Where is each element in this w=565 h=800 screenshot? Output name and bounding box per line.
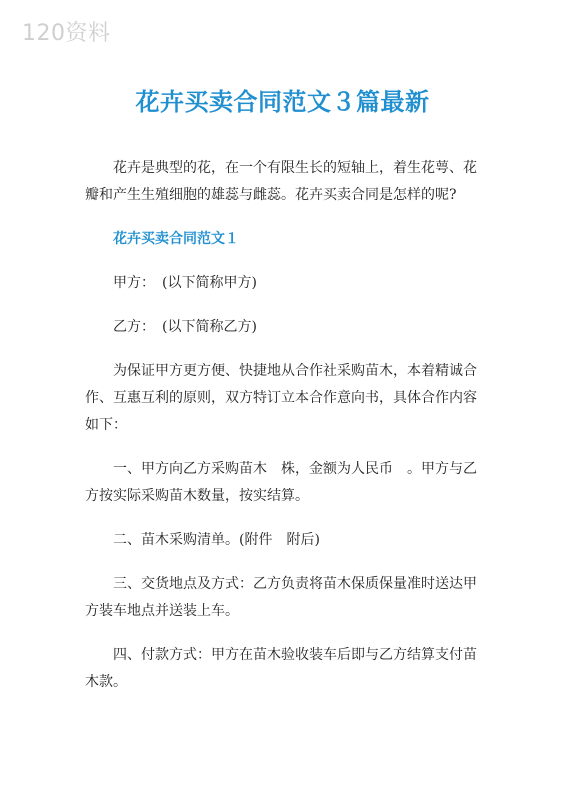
party-a-line: 甲方： (以下简称甲方) — [113, 275, 257, 291]
intro-paragraph: 花卉是典型的花，在一个有限生长的短轴上，着生花萼、花瓣和产生生殖细胞的雄蕊与雌蕊。花卉买卖合同是怎样的呢? — [85, 160, 477, 203]
clause-paragraph: 四、付款方式：甲方在苗木验收装车后即与乙方结算支付苗木款。 — [85, 647, 477, 690]
document-title: 花卉买卖合同范文３篇最新 — [135, 88, 430, 116]
preamble-paragraph: 为保证甲方更方便、快捷地从合作社采购苗木，本着精诚合作、互惠互利的原则，双方特订立本合作意向书，具体合作内容如下： — [85, 363, 477, 433]
document-body — [85, 155, 483, 713]
party-b-line: 乙方： (以下简称乙方) — [113, 319, 257, 335]
clause-paragraph: 三、交货地点及方式：乙方负责将苗木保质保量准时送达甲方装车地点并送装上车。 — [85, 576, 477, 619]
section-heading: 花卉买卖合同范文１ — [113, 231, 239, 247]
clause-paragraph: 一、甲方向乙方采购苗木 株，金额为人民币 。甲方与乙方按实际采购苗木数量，按实结算。 — [85, 461, 477, 504]
clause-paragraph: 二、苗木采购清单。(附件 附后) — [113, 532, 320, 548]
watermark-logo: 120资料 — [22, 21, 111, 46]
